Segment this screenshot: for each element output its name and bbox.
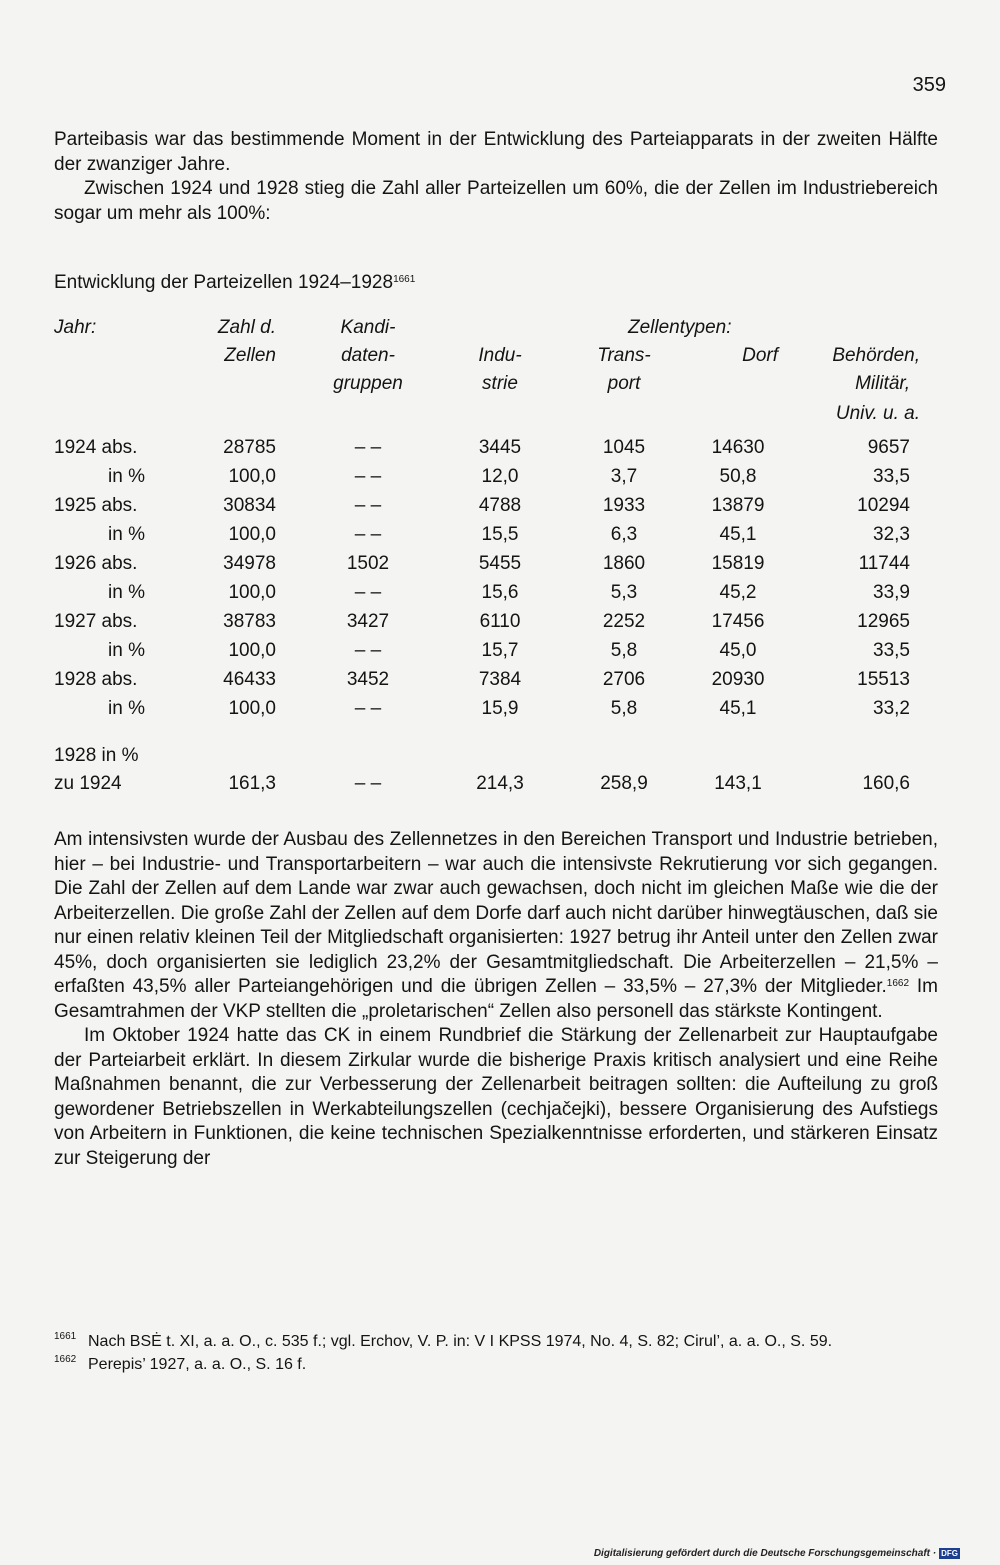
dorf-value: 20930	[711, 669, 765, 690]
paragraph: Parteibasis war das bestimmende Moment in der Entwicklung des Parteiapparats in der zweiten Hälfte der zwanziger Jahre.	[54, 129, 938, 175]
dorf-value: 45,0	[719, 640, 757, 661]
table-caption	[54, 271, 415, 295]
header-transport: Trans-	[597, 345, 651, 366]
body-text-bottom	[54, 828, 938, 1171]
header-kandi: Kandi-	[340, 317, 396, 338]
behoerden-value: 9657	[867, 437, 910, 458]
summary-value: 160,6	[862, 773, 910, 794]
industrie-value: 15,9	[481, 698, 519, 719]
kandidaten-value: – –	[354, 698, 382, 719]
footnote	[54, 1330, 938, 1353]
behoerden-value: 33,5	[873, 466, 910, 487]
year-label: in %	[108, 524, 145, 545]
header-behoerden: Univ. u. a.	[835, 403, 920, 424]
zellen-value: 34978	[223, 553, 276, 574]
year-label: 1926 abs.	[54, 553, 138, 574]
zellen-value: 46433	[223, 669, 276, 690]
industrie-value: 15,5	[481, 524, 519, 545]
industrie-value: 3445	[478, 437, 522, 458]
transport-value: 1933	[602, 495, 646, 516]
year-label: 1925 abs.	[54, 495, 138, 516]
transport-value: 2706	[602, 669, 646, 690]
dorf-value: 13879	[711, 495, 765, 516]
dfg-logo: DFG	[941, 1549, 958, 1558]
industrie-value: 6110	[479, 611, 521, 632]
zellen-value: 38783	[223, 611, 276, 632]
zellen-value: 100,0	[228, 582, 276, 603]
zellen-value: 100,0	[228, 466, 276, 487]
zellen-value: 100,0	[228, 640, 276, 661]
industrie-value: 4788	[478, 495, 522, 516]
summary-label: zu 1924	[54, 773, 122, 794]
dorf-value: 45,1	[719, 524, 757, 545]
summary-value: 214,3	[476, 773, 524, 794]
kandidaten-value: – –	[354, 524, 382, 545]
summary-value: 258,9	[600, 773, 648, 794]
transport-value: 5,8	[610, 640, 638, 661]
footnote-text: Nach BSĖ t. XI, a. a. O., c. 535 f.; vgl. Erchov, V. P. in: V I KPSS 1974, No. 4, S. 82; Cirul’, a. a. O., S. 59.	[88, 1333, 833, 1350]
transport-value: 1045	[602, 437, 646, 458]
header-industrie: Indu-	[478, 345, 522, 366]
transport-value: 3,7	[610, 466, 638, 487]
data-table	[0, 316, 1000, 806]
zellen-value: 100,0	[228, 524, 276, 545]
kandidaten-value: – –	[354, 437, 382, 458]
year-label: in %	[108, 698, 145, 719]
industrie-value: 12,0	[481, 466, 519, 487]
year-label: in %	[108, 582, 145, 603]
footnote	[54, 1353, 938, 1376]
kandidaten-value: 1502	[346, 553, 390, 574]
industrie-value: 15,6	[481, 582, 519, 603]
header-behoerden: Behörden,	[832, 345, 920, 366]
header-zellentypen: Zellentypen:	[628, 317, 732, 338]
paragraph: Zwischen 1924 und 1928 stieg die Zahl aller Parteizellen um 60%, die der Zellen im Industriebereich sogar um mehr als 100%:	[54, 178, 938, 224]
header-kandi: gruppen	[333, 373, 403, 394]
kandidaten-value: – –	[354, 495, 382, 516]
year-label: in %	[108, 466, 145, 487]
year-label: 1927 abs.	[54, 611, 138, 632]
header-kandi: daten-	[341, 345, 395, 366]
paragraph-text: Im Gesamtrahmen der VKP stellten die „proletarischen“ Zellen also personell das stärkste Kontingent.	[54, 976, 938, 1022]
summary-label: 1928 in %	[54, 745, 139, 766]
credit-text: Digitalisierung gefördert durch die Deutsche Forschungsgemeinschaft ·	[593, 1548, 937, 1559]
dorf-value: 50,8	[719, 466, 757, 487]
footnote-text: Perepis’ 1927, a. a. O., S. 16 f.	[88, 1356, 307, 1373]
footnote-number: 1661	[54, 1331, 77, 1342]
page-number: 359	[912, 74, 946, 96]
digitization-credit	[594, 1548, 960, 1559]
footnotes	[54, 1330, 938, 1376]
industrie-value: 7384	[478, 669, 522, 690]
header-transport: port	[607, 373, 641, 394]
table-caption-text: Entwicklung der Parteizellen 1924–1928	[54, 272, 394, 293]
behoerden-value: 33,5	[873, 640, 910, 661]
behoerden-value: 10294	[857, 495, 910, 516]
behoerden-value: 11744	[858, 553, 910, 574]
industrie-value: 5455	[478, 553, 522, 574]
zellen-value: 28785	[223, 437, 276, 458]
transport-value: 1860	[602, 553, 646, 574]
footnote-ref: 1661	[393, 274, 416, 285]
body-text-top	[54, 128, 938, 226]
kandidaten-value: – –	[354, 640, 382, 661]
paragraph-text: Am intensivsten wurde der Ausbau des Zellennetzes in den Bereichen Transport und Industrie betrieben, hier – bei Industrie- und Transportarbeitern – war auch die intensivste Rekrutierung vor sich gegangen. Die Zahl der Zellen auf dem Lande war zwar auch gewachsen, doch nicht im gleichen Maße wie die der Arbeiterzellen. Die große Zahl der Zellen auf dem Dorfe darf auch nicht darüber hinwegtäuschen, daß sie nur einen relativ kleinen Teil der Mitgliedschaft organisierten: 1927 betrug ihr Anteil unter den Zellen zwar 45%, doch organisierten sie lediglich 23,2% der Gesamtmitgliedschaft. Die Arbeiterzellen – 21,5% – erfaßten 43,5% aller Parteiangehörigen und die übrigen Zellen – 33,5% – 27,3% der Mitglieder.	[54, 829, 938, 997]
summary-value: – –	[354, 773, 382, 794]
header-industrie: strie	[482, 373, 518, 394]
summary-value: 161,3	[228, 773, 276, 794]
transport-value: 6,3	[610, 524, 638, 545]
transport-value: 5,8	[610, 698, 638, 719]
header-zahl: Zellen	[224, 345, 276, 366]
industrie-value: 15,7	[481, 640, 519, 661]
paragraph: Im Oktober 1924 hatte das CK in einem Rundbrief die Stärkung der Zellenarbeit zur Hauptaufgabe der Parteiarbeit erklärt. In diesem Zirkular wurde die bisherige Praxis kritisch analysiert und eine Reihe Maßnahmen benannt, die zur Verbesserung der Zellenarbeit beitragen sollten: die Aufteilung zu groß gewordener Betriebszellen in Werkabteilungszellen (cechjačejki), bessere Organisierung des Aufstiegs von Arbeitern in Funktionen, die keine technischen Spezialkenntnisse erforderten, und stärkeren Einsatz zur Steigerung der	[54, 1025, 938, 1169]
summary-value: 143,1	[714, 773, 762, 794]
dorf-value: 45,2	[719, 582, 757, 603]
header-behoerden: Militär,	[855, 373, 910, 394]
behoerden-value: 33,2	[873, 698, 910, 719]
zellen-value: 30834	[223, 495, 276, 516]
footnote-ref: 1662	[886, 978, 910, 989]
dorf-value: 14630	[711, 437, 765, 458]
footnote-number: 1662	[54, 1354, 77, 1365]
kandidaten-value: – –	[354, 466, 382, 487]
header-zahl: Zahl d.	[217, 317, 276, 338]
kandidaten-value: – –	[354, 582, 382, 603]
year-label: in %	[108, 640, 145, 661]
header-jahr: Jahr:	[54, 317, 97, 338]
behoerden-value: 32,3	[873, 524, 910, 545]
dorf-value: 45,1	[719, 698, 757, 719]
year-label: 1924 abs.	[54, 437, 138, 458]
paragraph	[54, 828, 938, 1024]
kandidaten-value: 3427	[346, 611, 390, 632]
zellen-value: 100,0	[228, 698, 276, 719]
year-label: 1928 abs.	[54, 669, 138, 690]
transport-value: 5,3	[610, 582, 638, 603]
dorf-value: 17456	[711, 611, 765, 632]
transport-value: 2252	[602, 611, 646, 632]
kandidaten-value: 3452	[346, 669, 390, 690]
header-dorf: Dorf	[742, 345, 778, 366]
dorf-value: 15819	[711, 553, 765, 574]
behoerden-value: 15513	[857, 669, 910, 690]
behoerden-value: 12965	[857, 611, 910, 632]
behoerden-value: 33,9	[873, 582, 910, 603]
